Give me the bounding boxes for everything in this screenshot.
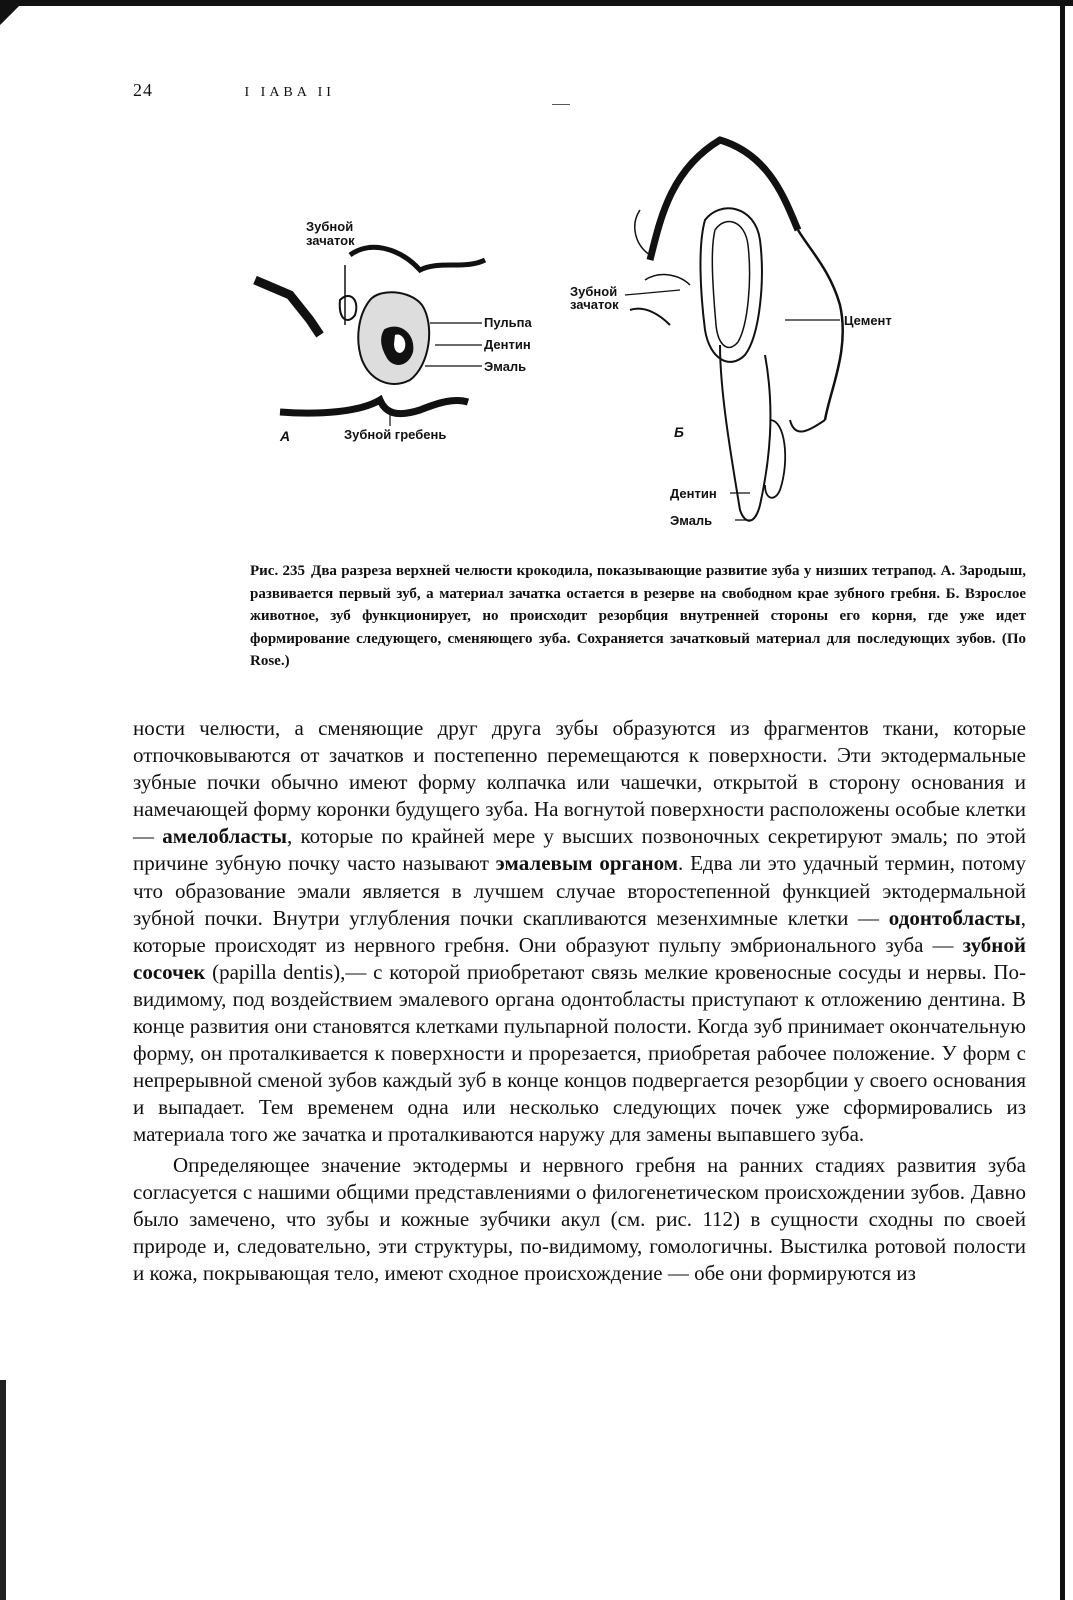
scan-mark: [552, 104, 570, 105]
label-cement: Цемент: [844, 313, 892, 328]
text-run: ности челюсти, а сменяющие друг друга зубы образуются из фрагментов ткани, которые отпочковываются от зачатков и постепенно перемещаются к поверхности. Эти эктодермальные зубные почки обычно имеют форму колпачка или чашечки, открытой в сторону основания и намечающей форму коронки будущего зуба. На вогнутой поверхности расположены особые клетки —: [133, 716, 1026, 849]
caption-text: Два разреза верхней челюсти крокодила, показывающие развитие зуба у низших тетрапод. А. Зародыш, развивается первый зуб, а материал зачатка остается в резерве на свободном крае зубного гребня. Б. Взрослое животное, зуб функционирует, но происходит резорбция внутренней стороны его корня, где уже идет формирование следующего, сменяющего зуба. Сохраняется зачатковый материал для последующих зубов. (По Rose.): [250, 563, 1026, 670]
scan-border-right: [1060, 0, 1065, 1600]
label-tooth-bud-a: Зубной зачаток: [306, 219, 355, 248]
figure-drawing: [250, 130, 930, 550]
label-enamel-a: Эмаль: [484, 359, 527, 374]
left-jaw-edge: [255, 280, 320, 335]
chapter-title: I IAВA II: [244, 85, 335, 100]
tooth-bud-a: [340, 296, 357, 320]
label-pulp: Пульпа: [484, 315, 532, 330]
root-b: [720, 345, 770, 521]
label-dentin-a: Дентин: [484, 337, 531, 352]
bud-b: [645, 275, 690, 285]
term-bold: амелобласты: [162, 824, 287, 849]
scan-corner: [0, 0, 22, 40]
label-dentin-b: Дентин: [670, 486, 717, 501]
label-enamel-b: Эмаль: [670, 513, 713, 528]
page-number: 24: [133, 80, 153, 100]
crown-inner-b: [712, 222, 749, 348]
text-run: , которые по крайней мере у высших позвоночных секретируют эмаль; по этой причине зубную почку часто называют: [133, 824, 1027, 876]
text-run: , которые происходят из нервного гребня. Они образуют пульпу эмбрионального зуба —: [133, 905, 1026, 957]
term-bold: эмалевым органом: [495, 851, 679, 876]
term-bold: одонтобласты: [888, 905, 1021, 930]
caption-figure-number: Рис. 235: [250, 563, 305, 579]
paragraph-1: [133, 715, 1026, 1149]
panel-b-letter: Б: [674, 424, 684, 440]
arc-b: [635, 210, 650, 255]
upper-epithelium: [350, 247, 485, 270]
label-tooth-bud-b: Зубной зачаток: [570, 284, 619, 312]
bud-tissue-b: [630, 309, 670, 325]
bud-pointer-b: [625, 290, 680, 295]
running-head: [133, 80, 335, 101]
panel-b-drawing: [625, 140, 843, 521]
main-text: [133, 715, 1026, 1287]
scan-border-top: [0, 0, 1073, 6]
dental-ridge-a: [280, 400, 468, 414]
crown-outer-b: [700, 208, 761, 362]
figure-tooth-sections: [250, 130, 930, 550]
panel-a-drawing: [255, 247, 485, 426]
text-run: . Едва ли это удачный термин, потому что образование эмали является в лучшем случае второстепенной функцией эктодермальной зубной почки. Внутри углубления почки скапливаются мезенхимные клетки —: [133, 851, 1026, 930]
text-run: (papilla dentis),— с которой приобретают связь мелкие кровеносные сосуды и нервы. По-видимому, под воздействием эмалевого органа одонтобласты приступают к отложению дентина. В конце развития они становятся клетками пульпарной полости. Когда зуб принимает окончательную форму, он проталкивается к поверхности и прорезается, приобретая рабочее положение. У форм с непрерывной сменой зубов каждый зуб в конце концов подвергается резорбции у своего основания и выпадает. Тем временем одна или несколько следующих почек уже сформировались из материала того же зачатка и проталкиваются наружу для замены выпавшего зуба.: [133, 959, 1026, 1147]
term-bold: зубной сосочек: [133, 932, 1026, 984]
outer-wall-b: [798, 230, 843, 420]
jaw-outline-b: [650, 140, 798, 260]
paragraph-2: Определяющее значение эктодермы и нервного гребня на ранних стадиях развития зуба согласуется с нашими общими представлениями о филогенетическом происхождении зубов. Давно было замечено, что зубы и кожные зубчики акул (см. рис. 112) в сущности сходны по своей природе и, следовательно, эти структуры, по-видимому, гомологичны. Выстилка ротовой полости и кожа, покрывающая тело, имеют сходное происхождение — обе они формируются из: [133, 1152, 1026, 1285]
gum-line-b: [790, 420, 825, 432]
panel-a-letter: А: [280, 428, 291, 444]
figure-caption: [250, 560, 1026, 673]
scan-border-left: [0, 1380, 6, 1600]
label-dental-ridge: Зубной гребень: [344, 427, 447, 442]
